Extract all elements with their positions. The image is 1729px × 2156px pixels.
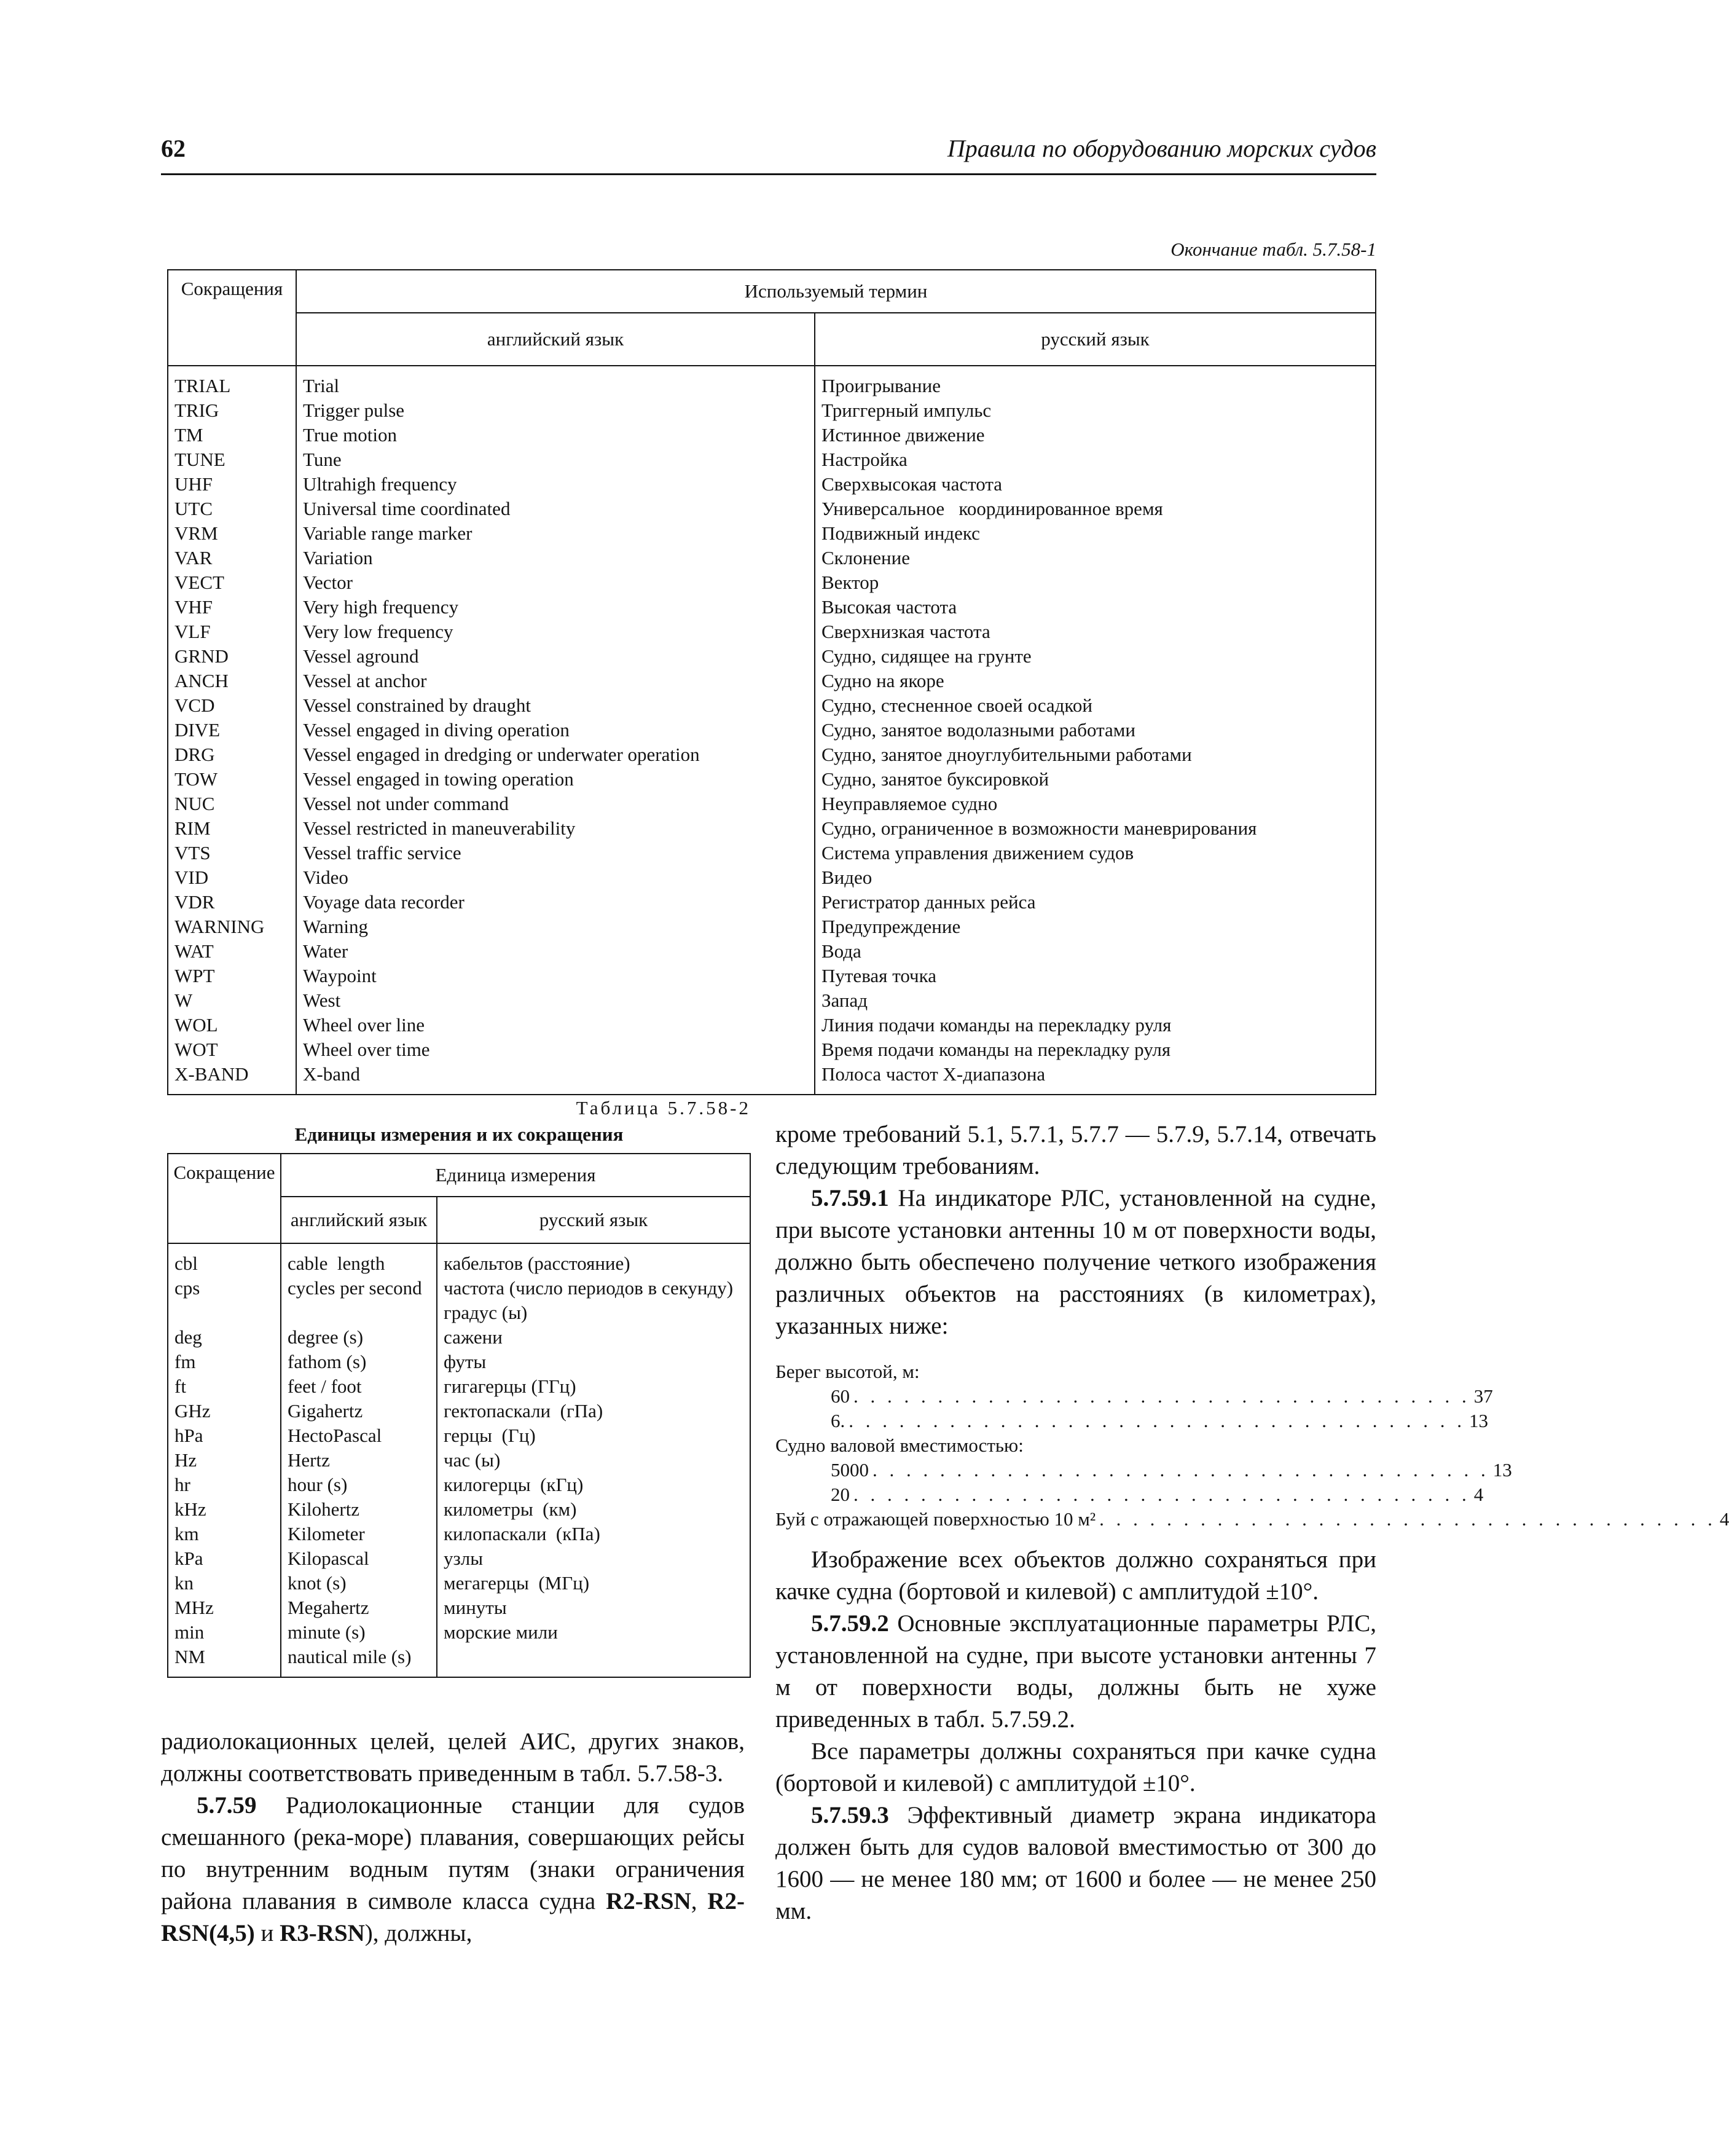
list-label: 60 bbox=[831, 1385, 850, 1407]
units-table bbox=[167, 1153, 751, 1678]
right-paragraph-1: кроме требований 5.1, 5.7.1, 5.7.7 — 5.7.9, 5.7.14, отвечать следующим требованиям. bbox=[775, 1121, 1376, 1179]
table2-header-ru: русский язык bbox=[437, 1197, 750, 1243]
list-heading-shore: Берег высотой, м: bbox=[775, 1361, 920, 1382]
left-paragraph-1: радиолокационных целей, целей АИС, других знаков, должны соответствовать приведенным в табл. 5.7.58-3. bbox=[161, 1728, 745, 1787]
table1-caption: Окончание табл. 5.7.58-1 bbox=[1170, 238, 1376, 260]
header-rule bbox=[161, 173, 1376, 175]
list-row bbox=[775, 1507, 1729, 1532]
left-paragraph-2 bbox=[161, 1790, 745, 1949]
table2-en-column: cable length cycles per second degree (s) fathom (s) feet / foot Gigahertz HectoPascal Hertz hour (s) Kilohertz Kilometer Kilopascal knot (s) Megahertz minute (s) nautical mile (s) bbox=[281, 1243, 437, 1677]
list-value: 13 bbox=[1492, 1459, 1512, 1481]
clause-text: На индикаторе РЛС, установленной на судне, при высоте установки антенны 10 м от поверхности воды, должно быть обеспечено получение четкого изображения различных объектов на расстояниях (в километрах), указанных ниже: bbox=[775, 1185, 1376, 1339]
clause-text: Основные эксплуатационные параметры РЛС, установленной на судне, при высоте установки антенны 7 м от поверхности воды, должны быть не хуже приведенных в табл. 5.7.59.2. bbox=[775, 1610, 1376, 1733]
table2-ru-cps: частота (число периодов в секунду) bbox=[444, 1277, 734, 1299]
table1-ru-column: Проигрывание Триггерный импульс Истинное движение Настройка Сверхвысокая частота Универсальное координированное время Подвижный индекс Склонение Вектор Высокая частота Сверхнизкая частота Судно, сидящее на грунте Судно на якоре Судно, стесненное своей осадкой Судно, занятое водолазными работами Судно, занятое дноуглубительными работами Судно, занятое буксировкой Неуправляемое судно Судно, ограниченное в возможности маневрирования Система управления движением судов Видео Регистратор данных рейса Предупреждение Вода Путевая точка Запад Линия подачи команды на перекладку руля Время подачи команды на перекладку руля Полоса частот X-диапазона bbox=[815, 366, 1376, 1095]
running-title: Правила по оборудованию морских судов bbox=[947, 135, 1376, 162]
table1-header-ru: русский язык bbox=[815, 313, 1376, 366]
detection-range-list bbox=[775, 1359, 1729, 1532]
list-label: 5000 bbox=[831, 1459, 869, 1481]
class-symbol: R2-RSN(4,5) bbox=[161, 1888, 745, 1946]
dot-leader: . . . . . . . . . . . . . . . . . . . . . . . . . . . . . . . . . . . . . bbox=[1099, 1508, 1716, 1530]
list-value: 37 bbox=[1473, 1385, 1493, 1407]
right-column bbox=[775, 1119, 1729, 1927]
separator: и bbox=[254, 1920, 280, 1946]
clause-number: 5.7.59.2 bbox=[811, 1610, 889, 1637]
left-column bbox=[161, 1726, 745, 1949]
right-paragraph-5: Все параметры должны сохраняться при качке судна (бортовой и килевой) с амплитудой ±10°. bbox=[775, 1738, 1376, 1796]
list-row bbox=[775, 1458, 1512, 1482]
dot-leader: . . . . . . . . . . . . . . . . . . . . . . . . . . . . . . . . . . . . . bbox=[853, 1484, 1470, 1505]
dot-leader: . . . . . . . . . . . . . . . . . . . . . . . . . . . . . . . . . . . . . bbox=[872, 1459, 1489, 1481]
dot-leader: . . . . . . . . . . . . . . . . . . . . . . . . . . . . . . . . . . . . . bbox=[849, 1410, 1465, 1431]
list-value: 13 bbox=[1469, 1410, 1488, 1431]
list-value: 4 bbox=[1473, 1484, 1484, 1505]
abbreviations-table bbox=[167, 269, 1376, 1095]
clause-number: 5.7.59.3 bbox=[811, 1802, 889, 1828]
right-paragraph-2 bbox=[775, 1182, 1376, 1342]
clause-text: ), должны, bbox=[364, 1920, 472, 1946]
table2-ru-column bbox=[437, 1243, 750, 1677]
clause-text: Радиолокационные станции для судов смешанного (река-море) плавания, совершающих рейсы по внутренним водным путям (знаки ограничения района плавания в символе класса судна bbox=[161, 1792, 745, 1914]
table2-ru-cbl: кабельтов (расстояние) bbox=[444, 1253, 630, 1274]
list-row bbox=[775, 1482, 1484, 1507]
table2-ru-rest: градус (ы) сажени футы гигагерцы (ГГц) гектопаскали (гПа) герцы (Гц) час (ы) килогерцы (кГц) километры (км) килопаскали (кПа) узлы мегагерцы (МГц) минуты морские мили bbox=[444, 1302, 603, 1643]
class-symbol: R2-RSN bbox=[606, 1888, 691, 1914]
table2-header-unit: Единица измерения bbox=[281, 1154, 750, 1197]
list-value: 4 bbox=[1719, 1508, 1729, 1530]
clause-text: Эффективный диаметр экрана индикатора должен быть для судов валовой вместимостью от 300 до 1600 — не менее 180 мм; от 1600 и более — не менее 250 мм. bbox=[775, 1802, 1376, 1924]
right-paragraph-3: Изображение всех объектов должно сохраняться при качке судна (бортовой и килевой) с амплитудой ±10°. bbox=[775, 1546, 1376, 1605]
right-paragraph-6 bbox=[775, 1800, 1376, 1927]
list-row bbox=[775, 1384, 1493, 1409]
clause-number: 5.7.59.1 bbox=[811, 1185, 889, 1211]
list-label: 6. bbox=[831, 1410, 845, 1431]
class-symbol: R3-RSN bbox=[280, 1920, 365, 1946]
table1-header-en: английский язык bbox=[296, 313, 815, 366]
table1-abbr-column: TRIAL TRIG TM TUNE UHF UTC VRM VAR VECT VHF VLF GRND ANCH VCD DIVE DRG TOW NUC RIM VTS VID VDR WARNING WAT WPT W WOL WOT X-BAND bbox=[168, 366, 296, 1095]
clause-number: 5.7.59 bbox=[197, 1792, 257, 1819]
table1-header-term: Используемый термин bbox=[296, 270, 1376, 313]
list-heading-vessel: Судно валовой вместимостью: bbox=[775, 1434, 1024, 1456]
table2-label: Таблица 5.7.58-2 bbox=[576, 1097, 751, 1119]
list-label: 20 bbox=[831, 1484, 850, 1505]
page-number: 62 bbox=[161, 135, 186, 162]
table2-header-en: английский язык bbox=[281, 1197, 437, 1243]
table1-header-abbr: Сокращения bbox=[168, 270, 296, 366]
list-label: Буй с отражающей поверхностью 10 м² bbox=[775, 1508, 1096, 1530]
right-paragraph-4 bbox=[775, 1608, 1376, 1736]
table2-header-abbr: Сокращение bbox=[168, 1154, 281, 1243]
table1-en-column: Trial Trigger pulse True motion Tune Ultrahigh frequency Universal time coordinated Variable range marker Variation Vector Very high frequency Very low frequency Vessel aground Vessel at anchor Vessel constrained by draught Vessel engaged in diving operation Vessel engaged in dredging or underwater operation Vessel engaged in towing operation Vessel not under command Vessel restricted in maneuverability Vessel traffic service Video Voyage data recorder Warning Water Waypoint West Wheel over line Wheel over time X-band bbox=[296, 366, 815, 1095]
list-row bbox=[775, 1409, 1488, 1433]
dot-leader: . . . . . . . . . . . . . . . . . . . . . . . . . . . . . . . . . . . . . bbox=[853, 1385, 1470, 1407]
table2-abbr-column: cbl cps deg fm ft GHz hPa Hz hr kHz km kPa kn MHz min NM bbox=[168, 1243, 281, 1677]
table2-title: Единицы измерения и их сокращения bbox=[294, 1123, 624, 1145]
separator: , bbox=[691, 1888, 708, 1914]
